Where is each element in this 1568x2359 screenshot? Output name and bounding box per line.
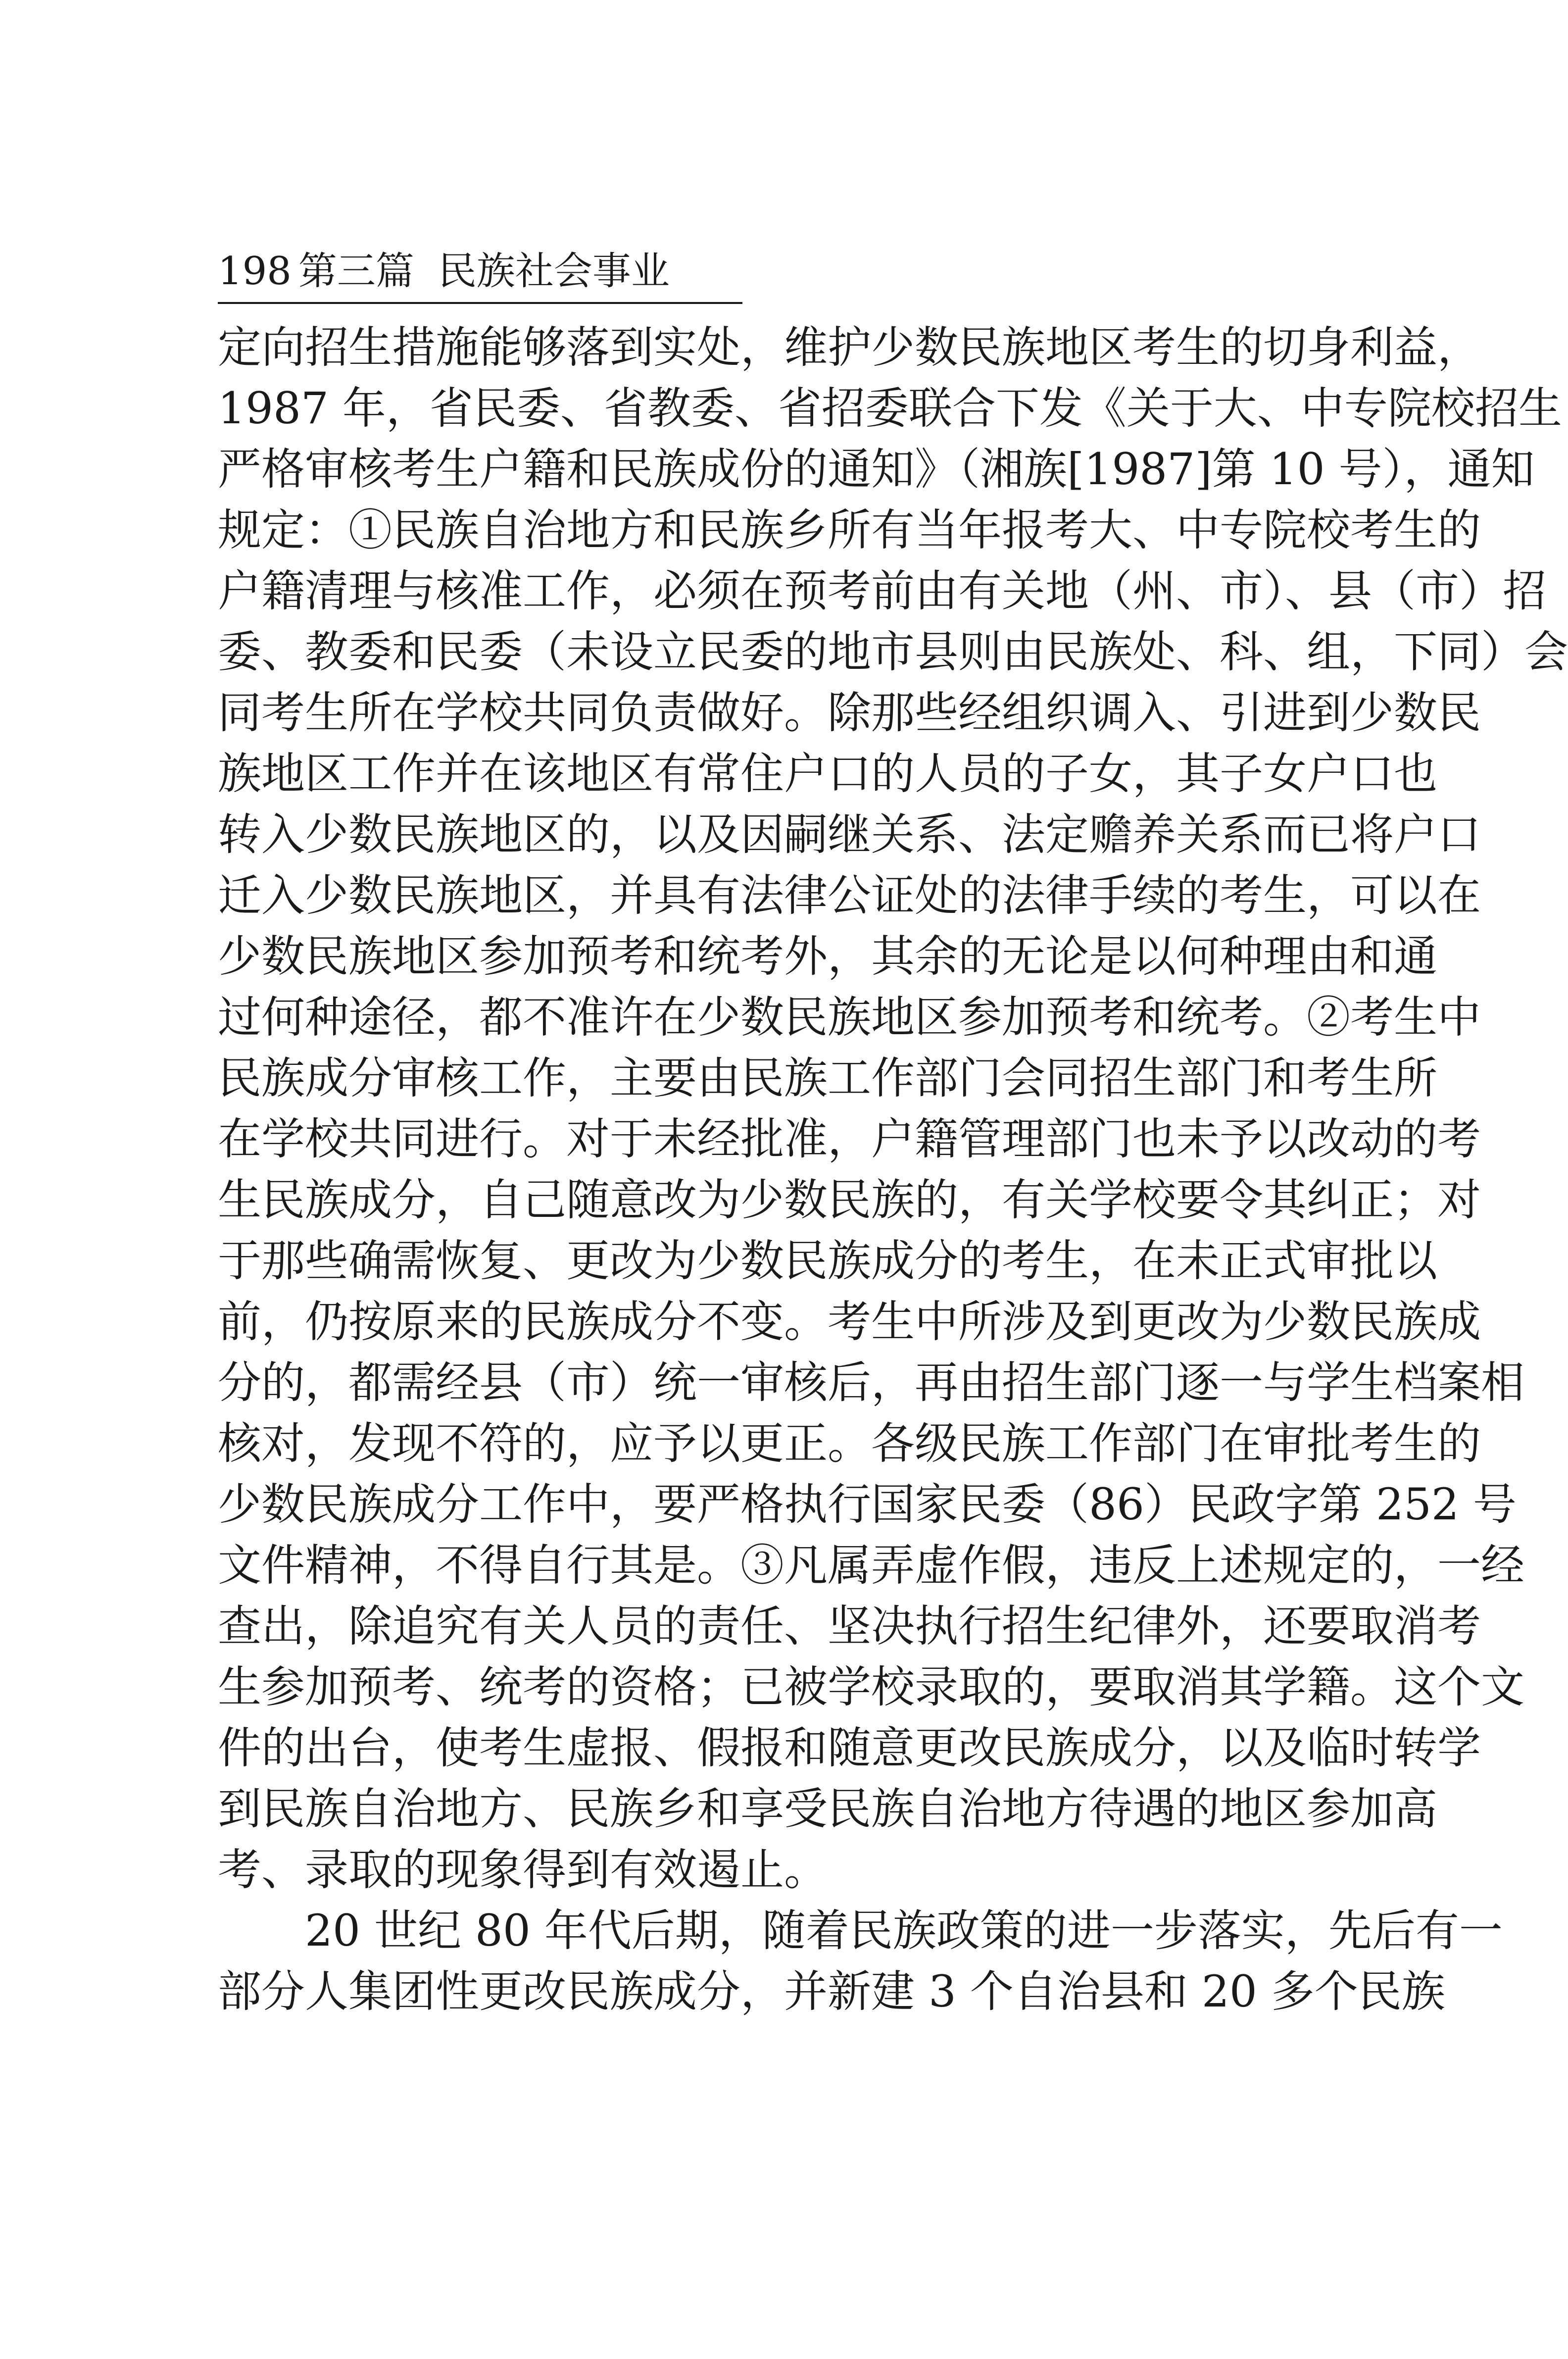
- text-line: 规定：①民族自治地方和民族乡所有当年报考大、中专院校考生的: [218, 504, 1481, 555]
- text-line: 转入少数民族地区的，以及因嗣继关系、法定赡养关系而已将户口: [218, 809, 1481, 860]
- page-header: [218, 248, 742, 304]
- text-line: 定向招生措施能够落到实处，维护少数民族地区考生的切身利益，: [218, 322, 1481, 373]
- section-title: 民族社会事业: [438, 249, 670, 294]
- text-line: 部分人集团性更改民族成分，并新建 3 个自治县和 20 多个民族: [218, 1966, 1445, 2017]
- paragraph-1: [218, 317, 1568, 1900]
- text-line: 文件精神，不得自行其是。③凡属弄虚作假，违反上述规定的，一经: [218, 1540, 1525, 1591]
- text-line: 生参加预考、统考的资格；已被学校录取的，要取消其学籍。这个文: [218, 1661, 1525, 1712]
- text-line: 民族成分审核工作，主要由民族工作部门会同招生部门和考生所: [218, 1053, 1438, 1104]
- text-line: 20 世纪 80 年代后期，随着民族政策的进一步落实，先后有一: [305, 1905, 1503, 1956]
- text-line: 查出，除追究有关人员的责任、坚决执行招生纪律外，还要取消考: [218, 1601, 1481, 1652]
- text-line: 少数民族地区参加预考和统考外，其余的无论是以何种理由和通: [218, 931, 1438, 982]
- text-line: 考、录取的现象得到有效遏止。: [218, 1844, 828, 1895]
- text-line: 1987 年，省民委、省教委、省招委联合下发《关于大、中专院校招生: [218, 383, 1562, 434]
- body-text: [218, 317, 1568, 2022]
- text-line: 件的出台，使考生虚报、假报和随意更改民族成分，以及临时转学: [218, 1722, 1481, 1773]
- text-line: 于那些确需恢复、更改为少数民族成分的考生，在未正式审批以: [218, 1235, 1438, 1286]
- text-line: 过何种途径，都不准许在少数民族地区参加预考和统考。②考生中: [218, 992, 1481, 1043]
- text-line: 生民族成分，自己随意改为少数民族的，有关学校要令其纠正；对: [218, 1174, 1481, 1225]
- part-title: 第三篇: [298, 249, 414, 294]
- paragraph-2: [218, 1900, 1503, 2022]
- text-line: 分的，都需经县（市）统一审核后，再由招生部门逐一与学生档案相: [218, 1357, 1525, 1408]
- text-line: 在学校共同进行。对于未经批准，户籍管理部门也未予以改动的考: [218, 1113, 1481, 1164]
- text-line: 到民族自治地方、民族乡和享受民族自治地方待遇的地区参加高: [218, 1783, 1438, 1834]
- text-line: 核对，发现不符的，应予以更正。各级民族工作部门在审批考生的: [218, 1418, 1481, 1469]
- text-line: 族地区工作并在该地区有常住户口的人员的子女，其子女户口也: [218, 748, 1438, 799]
- text-line: 委、教委和民委（未设立民委的地市县则由民族处、科、组，下同）会: [218, 626, 1568, 677]
- page-number: 198: [218, 249, 292, 294]
- text-line: 户籍清理与核准工作，必须在预考前由有关地（州、市）、县（市）招: [218, 565, 1547, 616]
- text-line: 迁入少数民族地区，并具有法律公证处的法律手续的考生，可以在: [218, 870, 1481, 921]
- text-line: 前，仍按原来的民族成分不变。考生中所涉及到更改为少数民族成: [218, 1296, 1481, 1347]
- text-line: 严格审核考生户籍和民族成份的通知》（湘族[1987]第 10 号），通知: [218, 444, 1535, 495]
- text-line: 少数民族成分工作中，要严格执行国家民委（86）民政字第 252 号: [218, 1479, 1517, 1530]
- text-line: 同考生所在学校共同负责做好。除那些经组织调入、引进到少数民: [218, 687, 1481, 738]
